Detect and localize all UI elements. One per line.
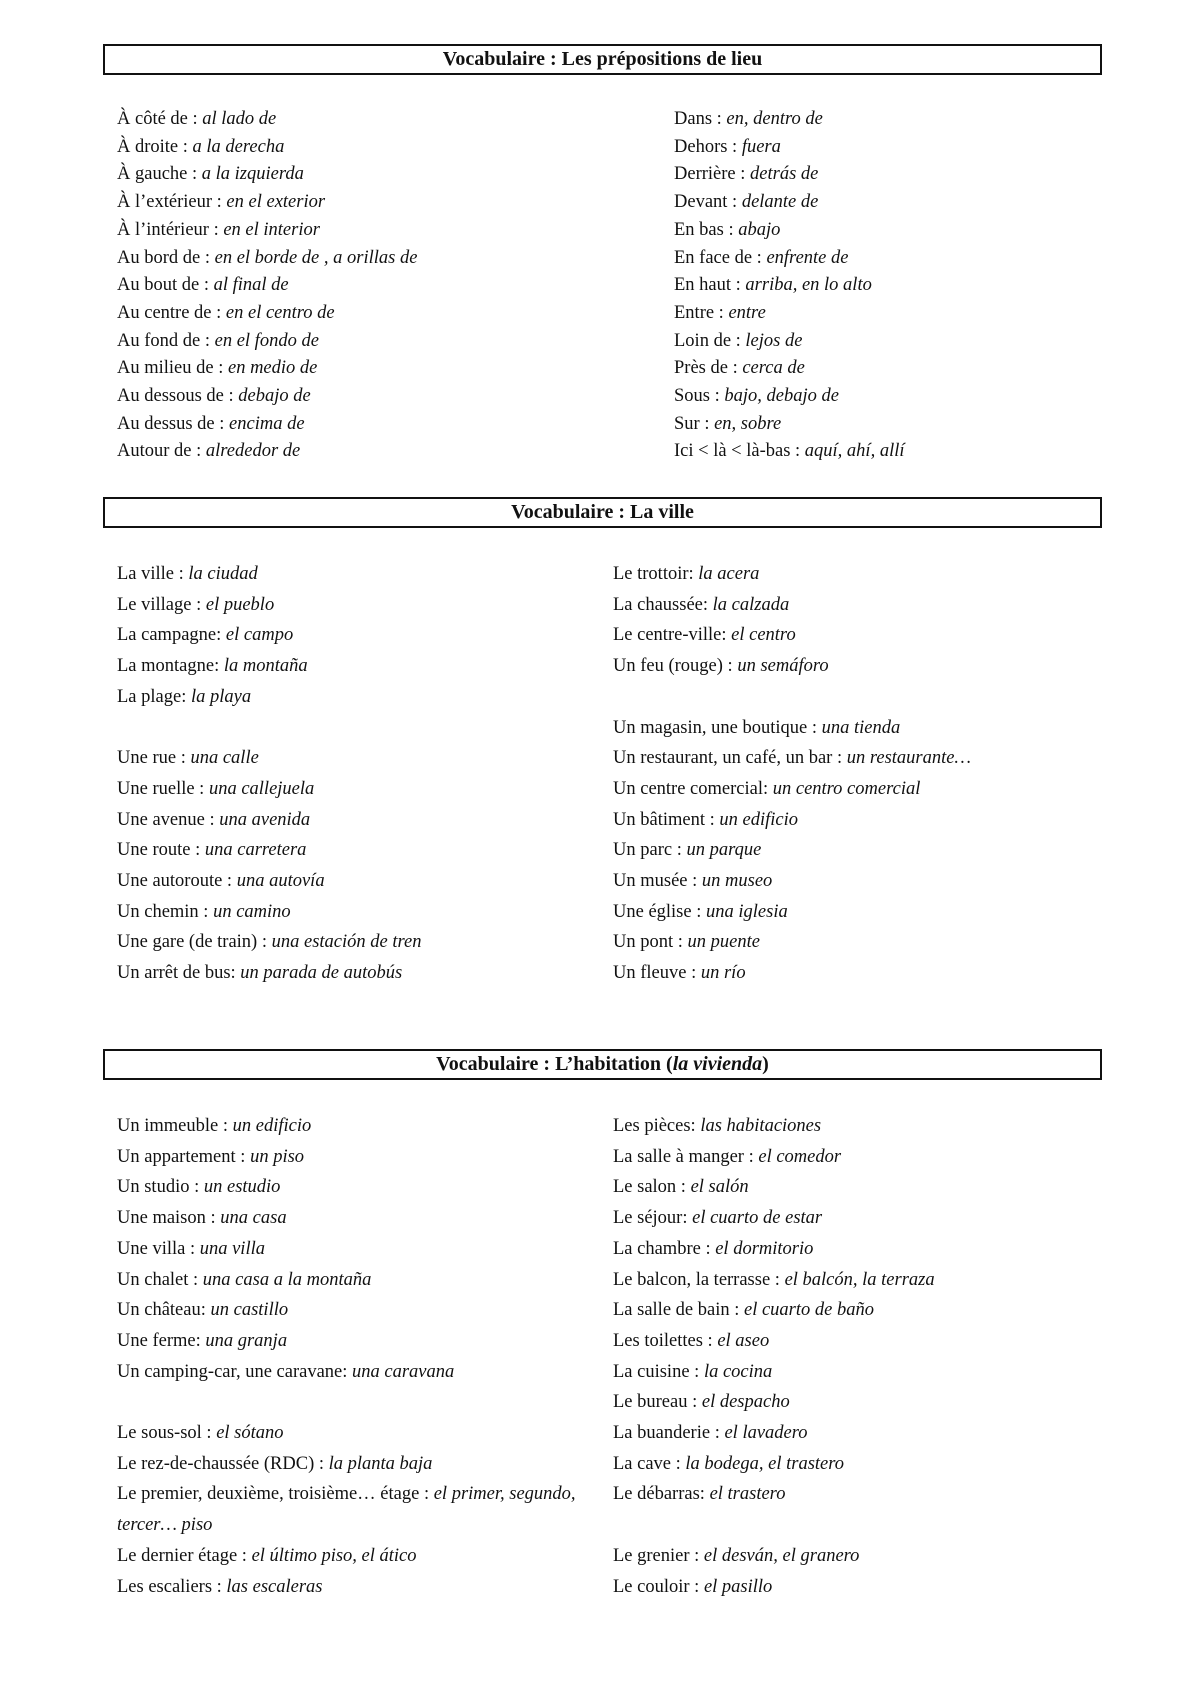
vocab-entry — [117, 1357, 602, 1388]
french-term: Les escaliers : — [117, 1576, 227, 1597]
french-term: Le village : — [117, 594, 206, 615]
french-term: Les toilettes : — [613, 1330, 718, 1351]
spanish-translation: debajo de — [238, 386, 311, 407]
french-term: Devant : — [674, 192, 742, 213]
vocab-entry — [117, 1541, 602, 1572]
vocab-entry — [613, 1295, 1093, 1326]
vocab-entry — [117, 1326, 602, 1357]
spanish-translation: un semáforo — [737, 656, 829, 677]
vocab-entry — [117, 620, 597, 651]
french-term: Ici < là < là-bas : — [674, 441, 805, 462]
french-term: Dans : — [674, 109, 727, 129]
french-term: Un feu (rouge) : — [613, 656, 738, 677]
vocab-entry — [613, 866, 1093, 897]
vocab-entry — [117, 300, 637, 328]
french-term: Une route : — [117, 840, 205, 861]
vocab-entry — [613, 805, 1093, 836]
vocab-entry — [117, 743, 597, 774]
vocab-entry — [613, 1357, 1093, 1388]
spanish-translation: el pueblo — [205, 594, 275, 615]
vocab-entry — [674, 134, 1094, 162]
french-term: Au milieu de : — [117, 358, 228, 379]
spanish-translation: el sótano — [216, 1423, 284, 1444]
french-term: Un restaurant, un café, un bar : — [613, 748, 847, 769]
spanish-translation: la calzada — [712, 594, 790, 615]
vocab-entry — [674, 328, 1094, 356]
french-term: Le centre-ville: — [613, 625, 732, 646]
vocab-entry — [117, 713, 597, 744]
vocab-entry — [117, 134, 637, 162]
spanish-translation: una calle — [190, 748, 259, 769]
vocab-entry — [117, 1142, 602, 1173]
spanish-translation: la bodega, el trastero — [685, 1453, 845, 1474]
vocab-entry — [117, 835, 597, 866]
vocab-entry — [117, 106, 637, 134]
vocab-entry — [117, 651, 597, 682]
french-term: Un centre comercial: — [613, 778, 773, 799]
french-term: Le débarras: — [613, 1484, 710, 1505]
vocab-entry — [674, 161, 1094, 189]
vocab-entry — [117, 411, 637, 439]
spanish-translation: una autovía — [236, 871, 325, 892]
vocab-entry — [117, 958, 597, 989]
french-term: La chaussée: — [613, 594, 713, 615]
spanish-translation: el dormitorio — [715, 1238, 814, 1259]
french-term: Le balcon, la terrasse : — [613, 1269, 785, 1290]
spanish-translation: un estudio — [203, 1177, 281, 1198]
prepositions-right-column — [674, 106, 1094, 466]
french-term: Le couloir : — [613, 1576, 704, 1597]
spanish-translation: bajo, debajo de — [724, 386, 839, 407]
spanish-translation: un restaurante… — [846, 748, 971, 769]
french-term: Une maison : — [117, 1208, 221, 1229]
spanish-translation: una casa a la montaña — [202, 1269, 372, 1290]
vocab-entry — [117, 1234, 602, 1265]
vocab-entry — [613, 1449, 1093, 1480]
vocab-entry — [613, 1234, 1093, 1265]
spanish-translation: a la derecha — [192, 136, 285, 157]
vocab-entry — [117, 1111, 602, 1142]
french-term: La chambre : — [613, 1238, 716, 1259]
french-term: Autour de : — [117, 441, 206, 462]
vocab-entry — [117, 189, 637, 217]
section-title-text: Vocabulaire : Les prépositions de lieu — [442, 48, 763, 70]
vocab-entry — [117, 682, 597, 713]
vocab-entry — [613, 1510, 1093, 1541]
spanish-translation: en, sobre — [714, 413, 782, 434]
french-term: Un appartement : — [117, 1146, 251, 1167]
french-term: Le sous-sol : — [117, 1423, 217, 1444]
french-term: La cave : — [613, 1453, 686, 1474]
spanish-translation: el comedor — [758, 1146, 842, 1167]
french-term: Au dessous de : — [117, 386, 239, 407]
spanish-translation: un camino — [213, 901, 291, 922]
spanish-translation: fuera — [741, 136, 781, 157]
spanish-translation: un parque — [686, 840, 762, 861]
french-term: Une église : — [613, 901, 706, 922]
french-term: En bas : — [674, 219, 739, 240]
vocab-entry — [613, 1541, 1093, 1572]
spanish-translation: el balcón, la terraza — [784, 1269, 935, 1290]
french-term: Un musée : — [613, 871, 702, 892]
vocab-entry — [117, 1265, 602, 1296]
vocab-entry — [117, 355, 637, 383]
vocab-entry — [674, 300, 1094, 328]
french-term: Sous : — [674, 386, 725, 407]
french-term: À gauche : — [117, 164, 202, 185]
ville-right-column — [613, 559, 1093, 989]
french-term: Les pièces: — [613, 1116, 701, 1136]
french-term: Une gare (de train) : — [117, 932, 272, 953]
vocab-entry — [613, 1111, 1093, 1142]
french-term: Un chalet : — [117, 1269, 203, 1290]
vocab-entry — [117, 1418, 602, 1449]
spanish-translation: el lavadero — [724, 1423, 808, 1444]
french-term: La plage: — [117, 686, 191, 707]
vocab-entry — [674, 411, 1094, 439]
vocab-entry — [117, 1479, 602, 1540]
french-term: Un fleuve : — [613, 963, 701, 984]
spanish-translation: un río — [700, 963, 746, 984]
french-term: À l’extérieur : — [117, 192, 227, 213]
french-term: En face de : — [674, 247, 767, 268]
vocab-entry — [117, 559, 597, 590]
spanish-translation: una villa — [199, 1238, 265, 1259]
vocab-entry — [117, 1572, 602, 1603]
vocab-entry — [674, 189, 1094, 217]
spanish-translation: detrás de — [750, 164, 819, 185]
vocab-entry — [613, 897, 1093, 928]
french-term: À droite : — [117, 136, 193, 157]
spanish-translation: al final de — [213, 275, 289, 296]
spanish-translation: en el interior — [223, 219, 320, 240]
spanish-translation: al lado de — [202, 109, 277, 129]
spanish-translation: el pasillo — [703, 1576, 773, 1597]
spanish-translation: la montaña — [223, 656, 308, 677]
french-term: Le dernier étage : — [117, 1545, 252, 1566]
spanish-translation: el trastero — [709, 1484, 786, 1505]
french-term: Sur : — [674, 413, 715, 434]
french-term: Le premier, deuxième, troisième… étage : — [117, 1484, 434, 1505]
french-term: Le séjour: — [613, 1208, 693, 1229]
french-term: Au fond de : — [117, 330, 215, 351]
section-title-ville — [103, 497, 1102, 528]
french-term: Un magasin, une boutique : — [613, 717, 822, 738]
vocab-entry — [613, 559, 1093, 590]
spanish-translation: una carretera — [204, 840, 307, 861]
vocab-entry — [117, 897, 597, 928]
spanish-translation: en, dentro de — [726, 109, 823, 129]
spanish-translation: una callejuela — [208, 778, 315, 799]
spanish-translation: el centro — [731, 625, 796, 646]
vocab-entry — [613, 835, 1093, 866]
spanish-translation: la ciudad — [188, 564, 258, 584]
spanish-translation: en medio de — [227, 358, 318, 379]
vocab-entry — [674, 106, 1094, 134]
section-title-habitation — [103, 1049, 1102, 1080]
vocab-entry — [613, 1418, 1093, 1449]
vocab-entry — [613, 1387, 1093, 1418]
spanish-translation: cerca de — [742, 358, 805, 379]
vocab-entry — [613, 682, 1093, 713]
spanish-translation: el primer, segundo, tercer… piso — [117, 1484, 576, 1536]
vocab-entry — [613, 1172, 1093, 1203]
french-term: Près de : — [674, 358, 743, 379]
french-term: Au dessus de : — [117, 413, 230, 434]
spanish-translation: la planta baja — [328, 1453, 433, 1474]
french-term: Loin de : — [674, 330, 746, 351]
vocab-entry — [613, 713, 1093, 744]
spanish-translation: una avenida — [219, 809, 311, 830]
vocab-entry — [613, 927, 1093, 958]
french-term: Un château: — [117, 1300, 211, 1321]
spanish-translation: arriba, en lo alto — [745, 275, 872, 296]
french-term: Une avenue : — [117, 809, 220, 830]
french-term: Le grenier : — [613, 1545, 704, 1566]
french-term: Une rue : — [117, 748, 191, 769]
vocab-entry — [117, 328, 637, 356]
french-term: Une ferme: — [117, 1330, 206, 1351]
french-term: Une autoroute : — [117, 871, 237, 892]
spanish-translation: un piso — [250, 1146, 305, 1167]
spanish-translation: la playa — [190, 686, 252, 707]
french-term: Dehors : — [674, 136, 742, 157]
vocab-entry — [613, 1265, 1093, 1296]
spanish-translation: lejos de — [745, 330, 803, 351]
vocab-entry — [117, 383, 637, 411]
french-term: La buanderie : — [613, 1423, 725, 1444]
spanish-translation: a la izquierda — [201, 164, 304, 185]
french-term: Le rez-de-chaussée (RDC) : — [117, 1453, 329, 1474]
french-term: Un bâtiment : — [613, 809, 720, 830]
vocab-entry — [674, 245, 1094, 273]
spanish-translation: encima de — [229, 413, 305, 434]
french-term: Une ruelle : — [117, 778, 209, 799]
vocab-entry — [613, 1326, 1093, 1357]
spanish-translation: una tienda — [821, 717, 901, 738]
french-term: Un pont : — [613, 932, 688, 953]
spanish-translation: el cuarto de estar — [692, 1208, 823, 1229]
spanish-translation: enfrente de — [766, 247, 849, 268]
french-term: Un chemin : — [117, 901, 214, 922]
vocab-entry — [117, 1203, 602, 1234]
spanish-translation: una iglesia — [706, 901, 788, 922]
french-term: La campagne: — [117, 625, 226, 646]
french-term: Un studio : — [117, 1177, 204, 1198]
french-term: Au bout de : — [117, 275, 214, 296]
spanish-translation: las habitaciones — [700, 1116, 822, 1136]
spanish-translation: un centro comercial — [772, 778, 921, 799]
french-term: Le bureau : — [613, 1392, 702, 1413]
spanish-translation: una granja — [205, 1330, 288, 1351]
french-term: À l’intérieur : — [117, 219, 224, 240]
spanish-translation: un castillo — [210, 1300, 289, 1321]
spanish-translation: alrededor de — [205, 441, 301, 462]
french-term: Le salon : — [613, 1177, 691, 1198]
spanish-translation: un museo — [701, 871, 773, 892]
vocab-entry — [117, 805, 597, 836]
vocab-entry — [117, 927, 597, 958]
vocab-entry — [613, 958, 1093, 989]
spanish-translation: una caravana — [352, 1361, 455, 1382]
vocab-entry — [117, 217, 637, 245]
spanish-translation: aquí, ahí, allí — [804, 441, 905, 462]
spanish-translation: un puente — [687, 932, 760, 953]
spanish-translation: el despacho — [701, 1392, 790, 1413]
spanish-translation: un edificio — [719, 809, 798, 830]
habitation-right-column — [613, 1111, 1093, 1602]
french-term: La salle de bain : — [613, 1300, 744, 1321]
spanish-translation: un parada de autobús — [240, 963, 403, 984]
french-term: Un immeuble : — [117, 1116, 233, 1136]
vocab-entry — [117, 245, 637, 273]
vocab-entry — [674, 217, 1094, 245]
spanish-translation: el campo — [225, 625, 294, 646]
vocab-entry — [117, 866, 597, 897]
spanish-translation: un edificio — [232, 1116, 312, 1136]
french-term: En haut : — [674, 275, 746, 296]
vocab-entry — [117, 1449, 602, 1480]
vocab-entry — [117, 272, 637, 300]
vocab-entry — [613, 651, 1093, 682]
vocab-entry — [117, 438, 637, 466]
french-term: Au centre de : — [117, 302, 226, 323]
french-term: Derrière : — [674, 164, 751, 185]
vocab-entry — [613, 1203, 1093, 1234]
vocab-entry — [117, 1295, 602, 1326]
spanish-translation: el desván, el granero — [703, 1545, 860, 1566]
french-term: Le trottoir: — [613, 564, 699, 584]
section-title-prepositions — [103, 44, 1102, 75]
vocab-entry — [613, 1572, 1093, 1603]
french-term: Un camping-car, une caravane: — [117, 1361, 353, 1382]
vocab-entry — [613, 1142, 1093, 1173]
prepositions-left-column — [117, 106, 637, 466]
spanish-translation: una casa — [220, 1208, 287, 1229]
section-title-text: Vocabulaire : La ville — [511, 501, 694, 523]
vocab-entry — [674, 383, 1094, 411]
vocab-entry — [674, 355, 1094, 383]
vocab-entry — [613, 774, 1093, 805]
spanish-translation: entre — [728, 302, 766, 323]
vocab-entry — [117, 590, 597, 621]
vocab-entry — [613, 743, 1093, 774]
spanish-translation: abajo — [738, 219, 781, 240]
spanish-translation: el salón — [690, 1177, 749, 1198]
french-term: À côté de : — [117, 109, 203, 129]
spanish-translation: el cuarto de baño — [744, 1300, 874, 1321]
habitation-left-column — [117, 1111, 602, 1602]
spanish-translation: la cocina — [703, 1361, 773, 1382]
french-term: La cuisine : — [613, 1361, 704, 1382]
vocab-entry — [117, 161, 637, 189]
french-term: Une villa : — [117, 1238, 200, 1259]
vocab-entry — [613, 590, 1093, 621]
spanish-translation: el aseo — [717, 1330, 770, 1351]
french-term: La salle à manger : — [613, 1146, 759, 1167]
french-term: La montagne: — [117, 656, 224, 677]
spanish-translation: el último piso, el ático — [251, 1545, 417, 1566]
french-term: Un parc : — [613, 840, 687, 861]
vocab-entry — [674, 438, 1094, 466]
spanish-translation: una estación de tren — [271, 932, 422, 953]
french-term: Entre : — [674, 302, 729, 323]
spanish-translation: en el exterior — [226, 192, 326, 213]
ville-left-column — [117, 559, 597, 989]
vocab-entry — [613, 1479, 1093, 1510]
vocab-entry — [117, 1387, 602, 1418]
spanish-translation: en el fondo de — [214, 330, 319, 351]
spanish-translation: delante de — [741, 192, 819, 213]
vocab-entry — [117, 1172, 602, 1203]
french-term: Au bord de : — [117, 247, 215, 268]
spanish-translation: en el borde de , a orillas de — [214, 247, 418, 268]
section-title-text: Vocabulaire : L’habitation (la vivienda) — [436, 1053, 769, 1075]
spanish-translation: en el centro de — [225, 302, 335, 323]
vocab-entry — [117, 774, 597, 805]
spanish-translation: las escaleras — [226, 1576, 323, 1597]
french-term: La ville : — [117, 564, 189, 584]
vocab-entry — [613, 620, 1093, 651]
vocab-entry — [674, 272, 1094, 300]
french-term: Un arrêt de bus: — [117, 963, 241, 984]
spanish-translation: la acera — [698, 564, 760, 584]
